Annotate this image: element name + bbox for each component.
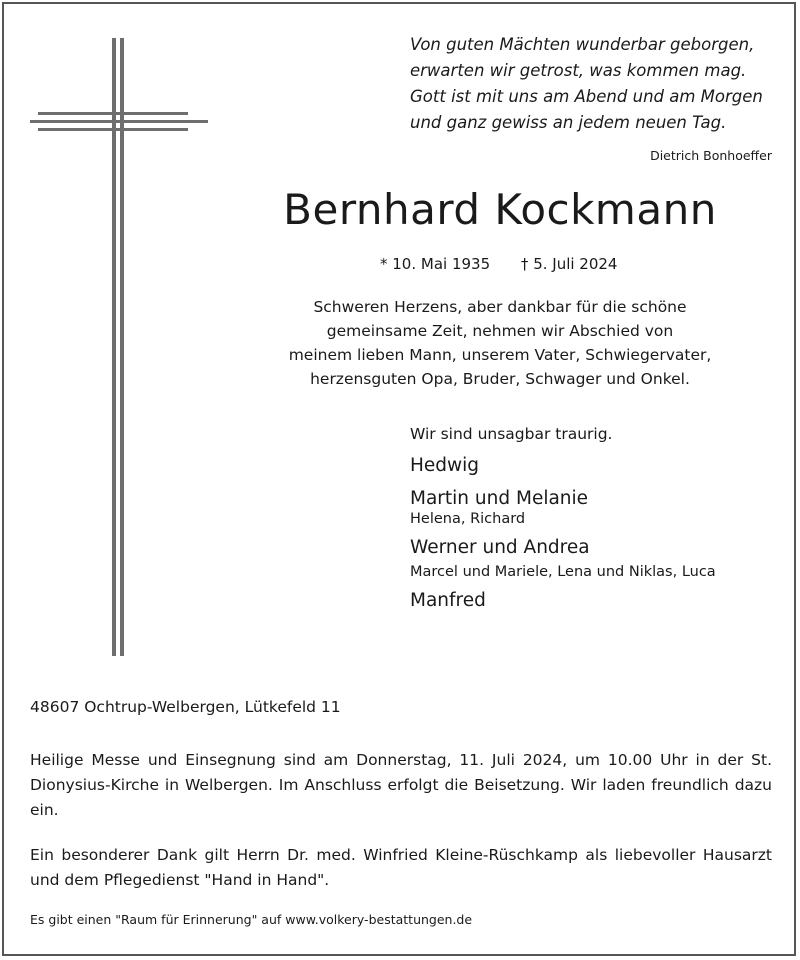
- quote-author: Dietrich Bonhoeffer: [650, 148, 772, 163]
- mourners-intro: Wir sind unsagbar traurig.: [410, 425, 613, 443]
- cross-icon: [30, 38, 210, 658]
- mourner-name: Manfred: [410, 590, 486, 611]
- farewell-line: meinem lieben Mann, unserem Vater, Schwiegervater,: [288, 346, 712, 364]
- life-dates: [380, 255, 617, 273]
- farewell-line: gemeinsame Zeit, nehmen wir Abschied von: [326, 322, 674, 340]
- farewell-line: herzensguten Opa, Bruder, Schwager und Onkel.: [310, 370, 690, 388]
- mourner-children: Helena, Richard: [410, 511, 526, 527]
- deceased-name: Bernhard Kockmann: [283, 185, 717, 234]
- farewell-text: [240, 295, 760, 391]
- family-address: 48607 Ochtrup-Welbergen, Lütkefeld 11: [30, 698, 341, 716]
- thanks-note: Ein besonderer Dank gilt Herrn Dr. med. Winfried Kleine-Rüschkamp als liebevoller Hausarzt und dem Pflegedienst "Hand in Hand".: [30, 846, 772, 889]
- farewell-line: Schweren Herzens, aber dankbar für die schöne: [313, 298, 687, 316]
- mourner-name: Hedwig: [410, 455, 480, 476]
- bible-quote: [410, 32, 790, 136]
- service-info: Heilige Messe und Einsegnung sind am Donnerstag, 11. Juli 2024, um 10.00 Uhr in der St. Dionysius-Kirche in Welbergen. Im Anschluss erfolgt die Beisetzung. Wir laden freundlich dazu ein.: [30, 751, 772, 819]
- mourner-children: Marcel und Mariele, Lena und Niklas, Luca: [410, 564, 716, 580]
- mourner-name: Werner und Andrea: [410, 537, 590, 558]
- quote-line: Von guten Mächten wunderbar geborgen,: [410, 35, 755, 54]
- mourner-name: Martin und Melanie: [410, 488, 589, 509]
- memorial-link[interactable]: Es gibt einen "Raum für Erinnerung" auf www.volkery-bestattungen.de: [30, 912, 473, 927]
- death-date: † 5. Juli 2024: [520, 255, 618, 273]
- birth-date: * 10. Mai 1935: [380, 255, 491, 273]
- quote-line: Gott ist mit uns am Abend und am Morgen: [410, 87, 763, 106]
- mourners-list: [410, 425, 795, 611]
- quote-line: und ganz gewiss an jedem neuen Tag.: [410, 113, 727, 132]
- quote-line: erwarten wir getrost, was kommen mag.: [410, 61, 747, 80]
